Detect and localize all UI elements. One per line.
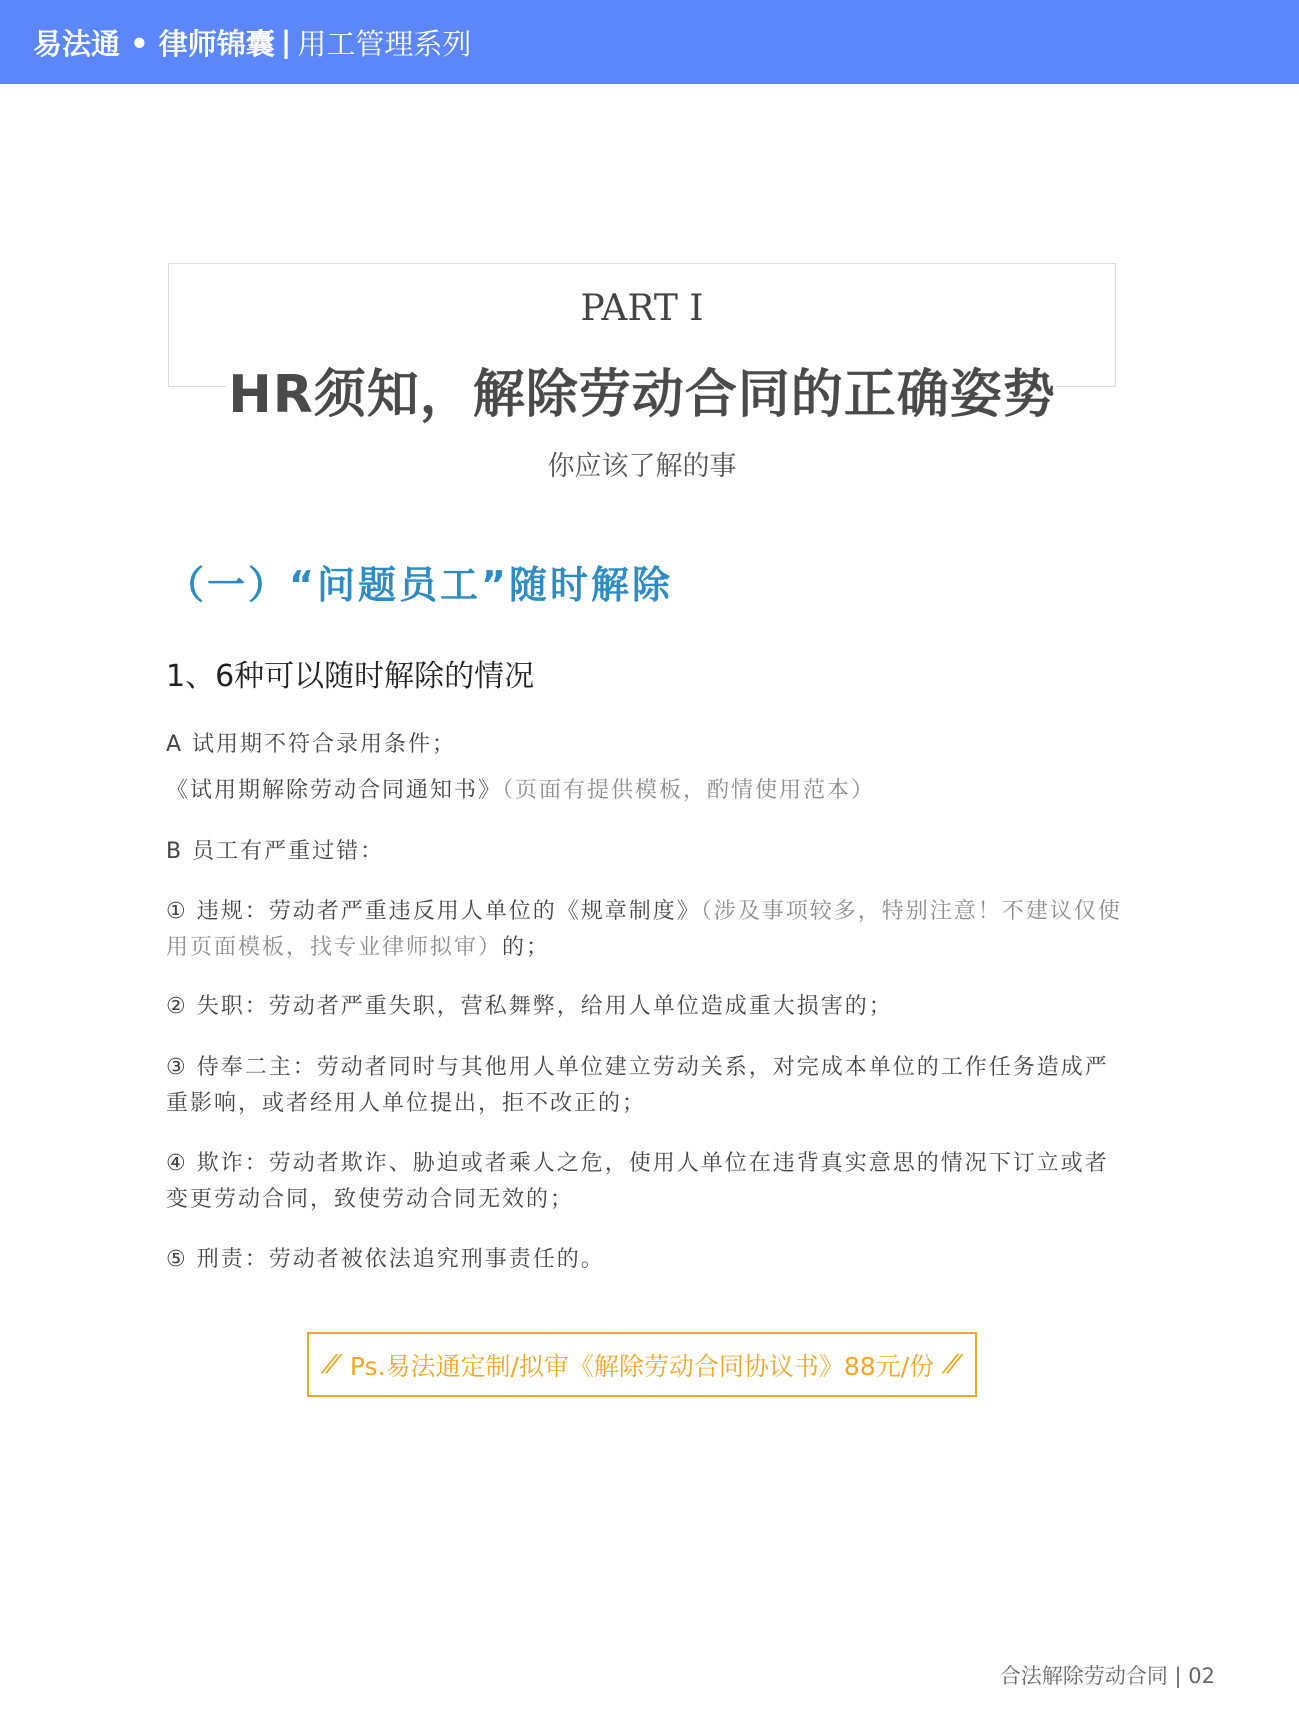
item-b-line: B 员工有严重过错：	[166, 839, 385, 864]
ps-promo-box[interactable]	[307, 1332, 977, 1397]
part-label: PART Ⅰ	[580, 288, 704, 329]
page-subtitle: 你应该了解的事	[547, 451, 737, 482]
page-title: HR须知，解除劳动合同的正确姿势	[228, 365, 1056, 425]
item-2: ② 失职：劳动者严重失职，营私舞弊，给用人单位造成重大损害的；	[166, 994, 893, 1019]
section-heading: （一）“问题员工”随时解除	[166, 563, 673, 607]
header-brand: 易法通 • 律师锦囊	[33, 26, 275, 61]
slash-decor-right-icon: ⁄⁄	[948, 1349, 957, 1380]
ps-promo-text[interactable]: Ps.易法通定制/拟审《解除劳动合同协议书》88元/份	[349, 1351, 935, 1381]
item-a-note: （页面有提供模板，酌情使用范本）	[502, 778, 876, 803]
item-3: ③ 侍奉二主：劳动者同时与其他用人单位建立劳动关系，对完成本单位的工作任务造成严重影响，或者经用人单位提出，拒不改正的；	[166, 1055, 1109, 1116]
section-subheading: 1、6种可以随时解除的情况	[166, 659, 535, 694]
item-5: ⑤ 刑责：劳动者被依法追究刑事责任的。	[166, 1247, 605, 1272]
item-4: ④ 欺诈：劳动者欺诈、胁迫或者乘人之危，使用人单位在违背真实意思的情况下订立或者变更劳动合同，致使劳动合同无效的；	[166, 1151, 1109, 1212]
item-1	[166, 894, 1126, 966]
header-bar	[0, 0, 1299, 84]
item-a-document-line	[166, 773, 1126, 809]
slash-decor-left-icon: ⁄⁄	[327, 1349, 336, 1380]
header-separator: |	[280, 25, 292, 59]
item-1-note: （涉及事项较多，特别注意！不建议仅使用页面模板，找专业律师拟审）	[166, 899, 1122, 960]
page-footer: 合法解除劳动合同 | 02	[999, 1664, 1215, 1688]
item-a-document: 《试用期解除劳动合同通知书》	[166, 778, 503, 803]
header-series: 用工管理系列	[297, 26, 472, 61]
item-1-main: ① 违规：劳动者严重违反用人单位的《规章制度》	[166, 899, 701, 924]
item-a-line: A 试用期不符合录用条件；	[166, 732, 457, 757]
item-1-end: 的；	[502, 935, 551, 960]
